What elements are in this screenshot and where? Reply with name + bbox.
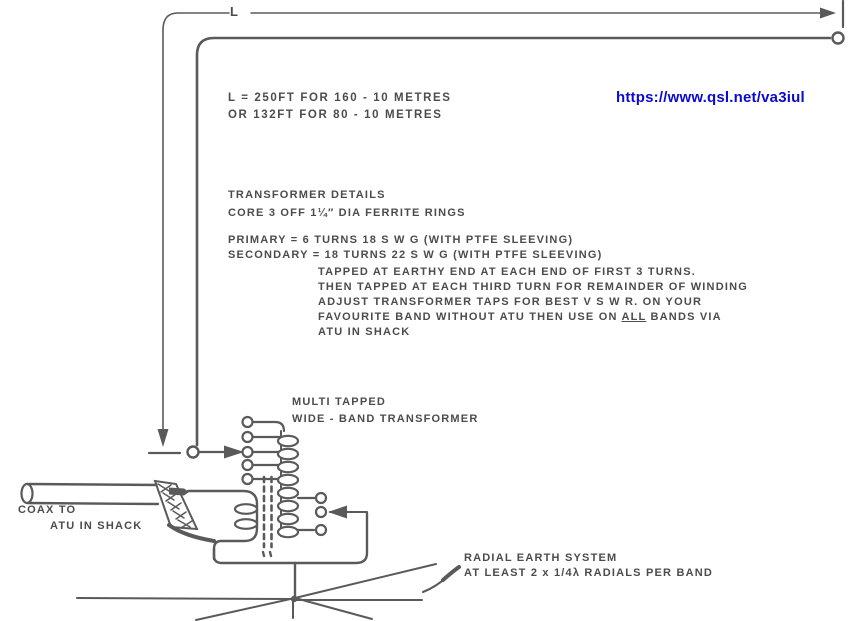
tap-terminal — [316, 525, 326, 535]
transformer-label — [292, 394, 478, 428]
feed-arrow-icon — [224, 446, 244, 459]
tap-terminal — [243, 474, 253, 484]
site-link[interactable]: https://www.qsl.net/va3iul — [616, 89, 805, 106]
length-note-line1: L = 250FT FOR 160 - 10 METRES — [228, 92, 452, 104]
radial-label-pointer-icon — [423, 567, 459, 592]
details-note-1: TAPPED AT EARTHY END AT EACH END OF FIRST 3 TURNS. — [318, 266, 696, 278]
transformer-label-line2: WIDE - BAND TRANSFORMER — [292, 413, 479, 425]
tap-terminal — [243, 460, 253, 470]
dimension-label: L — [230, 4, 238, 19]
details-core: CORE 3 OFF 1¼″ DIA FERRITE RINGS — [228, 207, 466, 219]
secondary-winding — [278, 431, 298, 537]
details-note-3: ADJUST TRANSFORMER TAPS FOR BEST V S W R. ON YOUR — [318, 296, 703, 308]
details-note-4-post: BANDS VIA — [646, 311, 722, 323]
tap-terminal — [316, 507, 326, 517]
radial-hub — [291, 596, 297, 602]
coax-label-line1: COAX TO — [18, 504, 77, 516]
details-secondary: SECONDARY = 18 TURNS 22 S W G (WITH PTFE SLEEVING) — [228, 249, 603, 261]
radial-earth-system — [77, 564, 436, 620]
length-note — [228, 90, 452, 124]
coax-label-line2: ATU IN SHACK — [50, 520, 143, 532]
dimension-arrow-right-icon — [820, 8, 836, 19]
transformer-label-line1: MULTI TAPPED — [292, 396, 387, 408]
tap-terminal — [316, 493, 326, 503]
tap-terminal — [243, 417, 253, 427]
details-note-2: THEN TAPPED AT EACH THIRD TURN FOR REMAINDER OF WINDING — [318, 281, 749, 293]
coax-centre-pin — [169, 488, 189, 496]
secondary-tap-terminals-right — [298, 493, 367, 535]
details-title: TRANSFORMER DETAILS — [228, 189, 386, 201]
feedpoint-terminal — [188, 447, 199, 458]
length-note-line2: OR 132FT FOR 80 - 10 METRES — [228, 109, 443, 121]
secondary-tap-terminals-left — [243, 417, 285, 484]
coax-end — [22, 484, 33, 503]
details-note-5: ATU IN SHACK — [318, 326, 411, 338]
dimension-line — [149, 1, 843, 453]
tap-terminal — [243, 447, 253, 457]
wire-end-insulator — [833, 33, 844, 44]
dimension-arrow-down-icon — [158, 429, 169, 447]
radials-label-line2: AT LEAST 2 x 1/4λ RADIALS PER BAND — [464, 567, 714, 579]
details-primary: PRIMARY = 6 TURNS 18 S W G (WITH PTFE SLEEVING) — [228, 234, 574, 246]
details-note-4-underlined: ALL — [621, 311, 647, 323]
details-note-4-pre: FAVOURITE BAND WITHOUT ATU THEN USE ON — [318, 311, 622, 323]
details-note-4 — [318, 310, 722, 325]
earth-tap-arrow-icon — [328, 506, 347, 519]
ferrite-core — [263, 477, 272, 556]
tap-terminal — [243, 432, 253, 442]
radials-label-line1: RADIAL EARTH SYSTEM — [464, 552, 618, 564]
